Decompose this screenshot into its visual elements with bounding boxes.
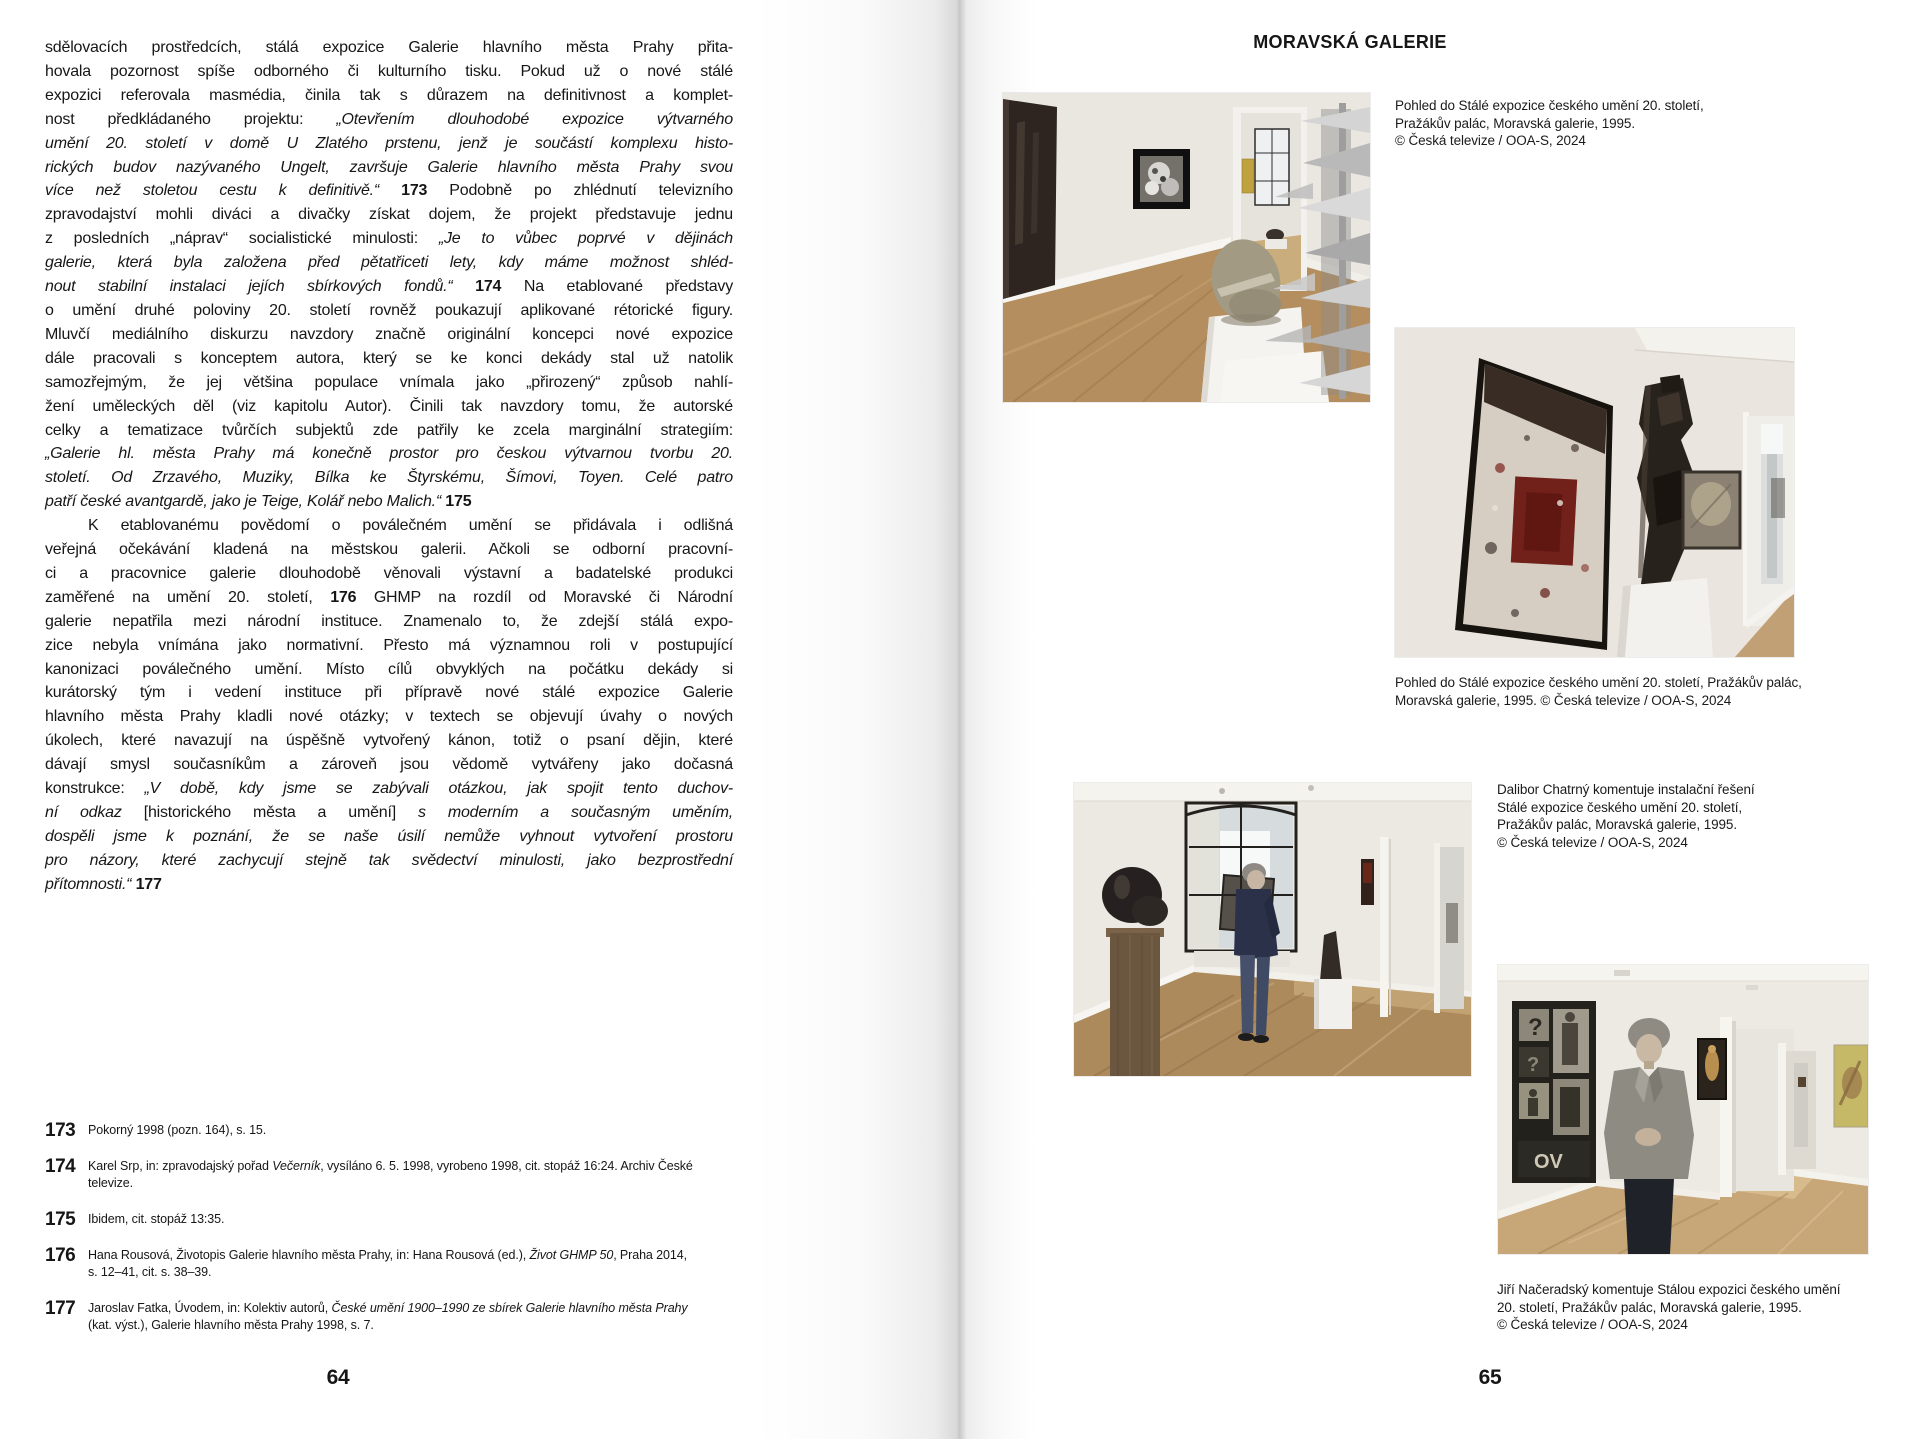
exhibition-poster-panel	[1512, 1001, 1596, 1183]
body-line: pro názory, které zachycují stejně tak svědectví minulosti, jako bezprostřední	[45, 851, 733, 869]
footnote-text: Karel Srp, in: zpravodajský pořad Večerník, vysíláno 6. 5. 1998, vyrobeno 1998, cit. stopáž 16:24. Archiv České televize.	[88, 1159, 693, 1190]
body-text	[45, 36, 733, 897]
book-spine-shadow	[755, 0, 1045, 1439]
large-abstract-painting	[1455, 358, 1613, 650]
body-line: hovala pozornost spíše odborného či kulturního tisku. Pokud už o nové stálé	[45, 62, 733, 80]
body-line: úkolech, které navazují na úspěšně vytvořený kánon, totiž o psaní dějin, které	[45, 732, 733, 750]
body-line: rických budov nazývaného Ungelt, završuje Galerie hlavního města Prahy svou	[45, 158, 733, 176]
body-line: žení uměleckých děl (viz kapitolu Autor). Činili tak navzdory tomu, že autorské	[45, 397, 733, 415]
caption-gallery-view-1	[1395, 97, 1755, 150]
right-edge-painting	[1834, 1045, 1868, 1127]
caption-dalibor-chatrny	[1497, 781, 1827, 851]
framed-metal-relief	[1133, 149, 1190, 209]
caption-line: Jiří Načeradský komentuje Stálou expozici českého umění	[1497, 1282, 1841, 1297]
gallery-room-illustration-4	[1498, 965, 1868, 1254]
photo-gallery-view-2	[1395, 328, 1794, 657]
body-line: nost předkládaného projektu: „Otevřením dlouhodobé expozice výtvarného	[45, 110, 733, 128]
footnote-text: Hana Rousová, Životopis Galerie hlavního města Prahy, in: Hana Rousová (ed.), Život GHMP 50, Praha 2014, s. 12–41, cit. s. 38–39.	[88, 1248, 687, 1279]
gallery-room-illustration-3	[1074, 783, 1471, 1076]
gallery-room-illustration-1	[1003, 93, 1370, 402]
footnote-number: 177	[45, 1298, 76, 1319]
caption-line: Pohled do Stálé expozice českého umění 20. století,	[1395, 98, 1704, 113]
body-line: veřejná očekávání kladená na městskou galerii. Ačkoli se odborní pracovní-	[45, 541, 733, 559]
body-line: přítomnosti.“ 177	[45, 875, 162, 893]
footnotes	[45, 1122, 725, 1353]
wall-relief	[1361, 859, 1374, 905]
svg-text:?: ?	[1527, 1054, 1540, 1076]
photo-gallery-view-1	[1003, 93, 1370, 402]
footnote	[45, 1300, 725, 1334]
body-line: celky a tematizace tvůrčích subjektů zde patřily ke zcela marginální strategiím:	[45, 421, 733, 439]
body-line: hlavního města Prahy kladli nové otázky; v textech se objevují úvahy o nových	[45, 708, 733, 726]
body-line: Mluvčí mediálního diskurzu navzdory značně originální koncepci nové expozice	[45, 325, 733, 343]
body-line: galerie, která byla založena před pětatřiceti lety, kdy máme možnost shléd-	[45, 254, 733, 272]
page-number-left: 64	[326, 1366, 350, 1389]
body-line: zpravodajství mohli diváci a divačky získat dojem, že projekt představuje jednu	[45, 206, 733, 224]
body-line: dávají smysl současníkům a zároveň jsou vědomě vytvářeny jako dočasná	[45, 756, 733, 774]
ceiling	[1074, 783, 1471, 801]
spotlight	[1219, 788, 1225, 794]
caption-line: Pražákův palác, Moravská galerie, 1995.	[1395, 115, 1635, 131]
caption-jiri-naceradsky	[1497, 1281, 1897, 1334]
caption-line: © Česká televize / OOA-S, 2024	[1497, 1317, 1688, 1332]
body-line: století. Od Zrzavého, Muziky, Bílka ke Štyrskému, Šímovi, Toyen. Celé patro	[45, 469, 733, 487]
body-line: kurátorský tým i vedení instituce při přípravě nové stálé expozice Galerie	[45, 684, 733, 702]
photo-dalibor-chatrny	[1074, 783, 1471, 1076]
body-line: sdělovacích prostředcích, stálá expozice Galerie hlavního města Prahy přita-	[45, 39, 733, 56]
footnote-number: 175	[45, 1209, 76, 1230]
caption-line: Pohled do Stálé expozice českého umění 20. století, Pražákův palác,	[1395, 675, 1802, 690]
caption-line: Stálé expozice českého umění 20. století,	[1497, 799, 1743, 815]
gallery-room-illustration-2	[1395, 328, 1794, 657]
body-line: dále pracovali s konceptem autora, který se ke konci dekády stal už natolik	[45, 349, 733, 367]
body-line: umění 20. století v domě U Zlatého prstenu, jenž je součástí komplexu histo-	[45, 134, 733, 152]
caption-line: Pražákův palác, Moravská galerie, 1995.	[1497, 817, 1737, 832]
body-line: zice nebyla vnímána jako normativní. Přesto má významnou roli v postupující	[45, 636, 733, 654]
footnote-text: Jaroslav Fatka, Úvodem, in: Kolektiv autorů, České umění 1900–1990 ze sbírek Galerie hlavního města Prahy (kat. výst.), Galerie hlavního města Prahy 1998, s. 7.	[88, 1301, 688, 1332]
body-line: „Galerie hl. města Prahy má konečně prostor pro českou výtvarnou tvorbu 20.	[45, 445, 733, 463]
body-line: ní odkaz [historického města a umění] s moderním a současným uměním,	[45, 804, 734, 821]
photo-jiri-naceradsky	[1498, 965, 1868, 1254]
body-line: nout stabilní instalaci jejích sbírkových fondů.“ 174 Na etablované představy	[45, 278, 734, 296]
caption-line: Moravská galerie, 1995. © Česká televize / OOA-S, 2024	[1395, 692, 1732, 708]
footnote	[45, 1247, 725, 1281]
body-line: patří české avantgardě, jako je Teige, Kolář nebo Malich.“ 175	[45, 493, 472, 511]
body-line: dospěli jsme k poznání, že se naše úsilí nemůže vyhnout vytvoření prostoru	[45, 827, 733, 845]
body-line: expozici referovala masmédia, činila tak s důrazem na definitivnost a komplet-	[45, 86, 733, 104]
dark-painting	[1003, 99, 1057, 299]
framed-print	[1683, 472, 1740, 548]
svg-text:OV: OV	[1534, 1151, 1563, 1173]
footnote-number: 173	[45, 1120, 76, 1141]
caption-line: © Česká televize / OOA-S, 2024	[1395, 133, 1586, 148]
footnote-number: 176	[45, 1245, 76, 1266]
ceiling	[1498, 965, 1868, 981]
body-line: více než stoletou cestu k definitivě.“ 173 Podobně po zhlédnutí televizního	[45, 182, 733, 200]
body-line: samozřejmým, že jej většina populace vnímala jako „přirozený“ způsob nahlí-	[45, 373, 733, 391]
ceiling-vent	[1746, 985, 1758, 990]
footnote-number: 174	[45, 1156, 76, 1177]
footnote	[45, 1211, 725, 1228]
footnote	[45, 1122, 725, 1139]
page-number-right: 65	[1478, 1366, 1502, 1389]
body-line: galerie nepatřila mezi národní instituce. Znamenalo to, že zdejší stálá expo-	[45, 612, 733, 630]
caption-line: 20. století, Pražákův palác, Moravská galerie, 1995.	[1497, 1299, 1802, 1315]
figure-painting	[1698, 1039, 1726, 1099]
svg-text:?: ?	[1528, 1014, 1543, 1041]
caption-line: Dalibor Chatrný komentuje instalační řešení	[1497, 782, 1755, 797]
footnote-text: Ibidem, cit. stopáž 13:35.	[88, 1212, 225, 1226]
body-line: kanonizaci poválečného umění. Místo cílů obvyklých na počátku dekády si	[45, 660, 733, 678]
caption-gallery-view-2	[1395, 674, 1825, 709]
body-line: konstrukce: „V době, kdy jsme se zabývali otázkou, jak spojit tento duchov-	[45, 780, 733, 798]
chapter-header: MORAVSKÁ GALERIE	[1253, 32, 1447, 52]
caption-line: © Česká televize / OOA-S, 2024	[1497, 834, 1688, 850]
body-line: ci a pracovnice galerie dlouhodobě věnovali výstavní a badatelské produkci	[45, 564, 733, 582]
ceiling-vent	[1614, 970, 1630, 976]
spotlight	[1308, 785, 1314, 791]
bronze-head-sculpture	[1102, 867, 1168, 1076]
footnote	[45, 1158, 725, 1192]
body-line: K etablovanému povědomí o poválečném umění se přidávala i odlišná	[88, 517, 733, 535]
sculpture-pedestal	[1617, 578, 1713, 657]
body-line: o umění druhé poloviny 20. století rovněž poukazují aplikované rétorické figury.	[45, 301, 733, 319]
body-line: zaměřené na umění 20. století, 176 GHMP na rozdíl od Moravské či Národní	[45, 588, 733, 606]
body-line: z posledních „náprav“ socialistické minulosti: „Je to vůbec poprvé v dějinách	[45, 230, 733, 248]
footnote-text: Pokorný 1998 (pozn. 164), s. 15.	[88, 1123, 267, 1137]
